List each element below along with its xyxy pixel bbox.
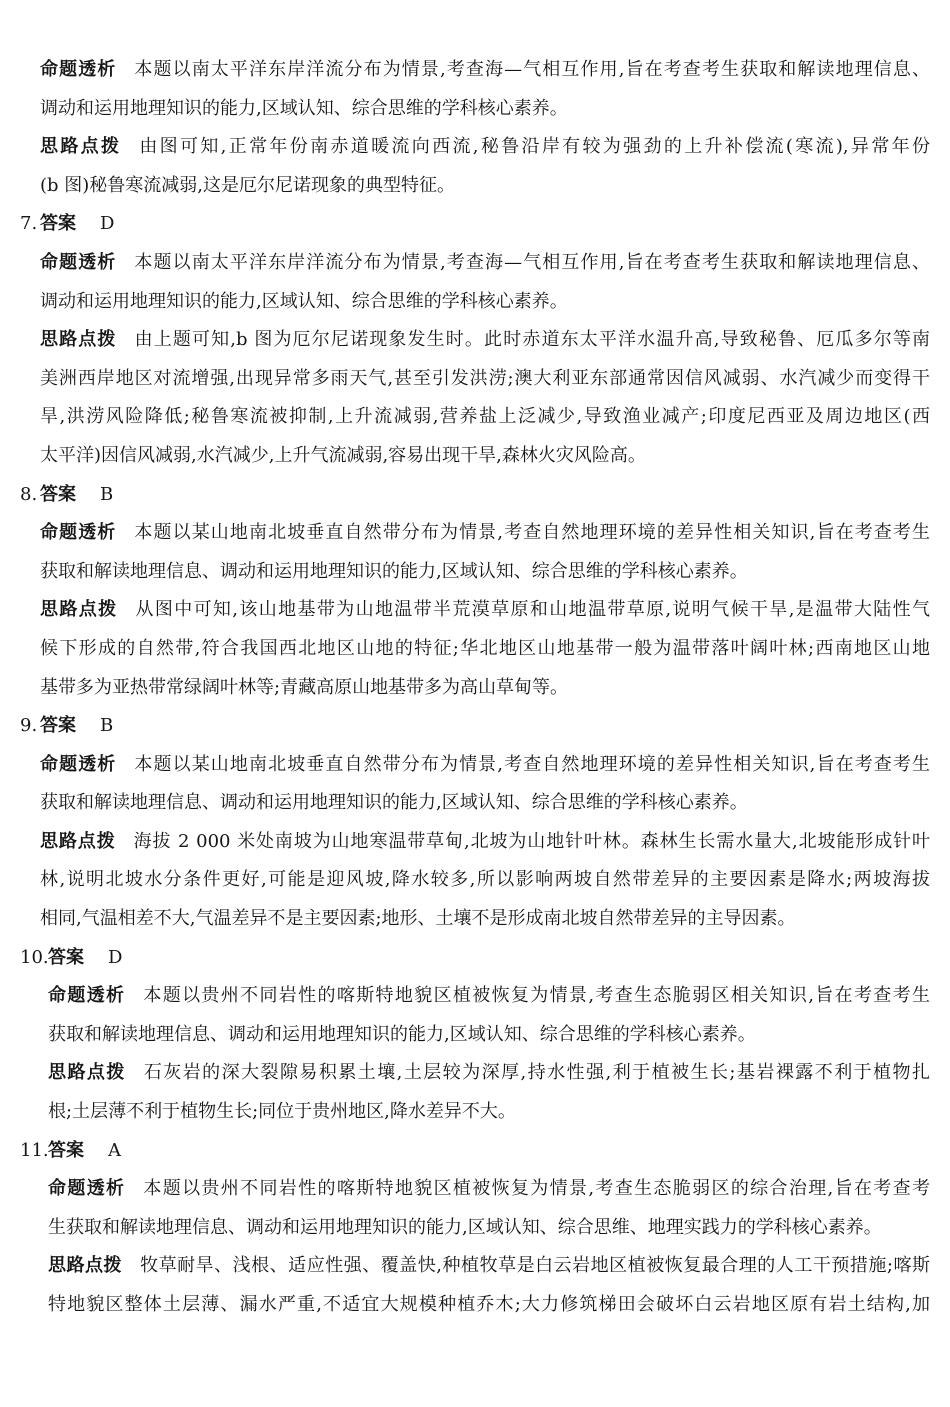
hint-text: 石灰岩的深大裂隙易积累土壤,土层较为深厚,持水性强,利于植被生长;基岩裸露不利于植物扎 [143, 1062, 930, 1084]
analysis-label: 命题透析 [48, 1178, 126, 1200]
analysis-label: 命题透析 [40, 59, 117, 80]
hint-label: 思路点拨 [40, 830, 116, 852]
analysis-paragraph [40, 514, 930, 591]
hint-paragraph [48, 1054, 930, 1131]
answer-item-7 [20, 205, 930, 475]
hint-label: 思路点拨 [48, 1062, 126, 1084]
answer-label: 答案 [48, 1139, 84, 1161]
analysis-text: 本题以南太平洋东岸洋流分布为情景,考查海—气相互作用,旨在考查考生获取和解读地理信息、 [134, 251, 930, 273]
analysis-line [48, 977, 930, 1016]
answer-value: A [108, 1139, 121, 1161]
hint-line: 旱,洪涝风险降低;秘鲁寒流被抑制,上升流减弱,营养盐上泛减少,导致渔业减产;印度尼西亚及周边地区(西 [40, 406, 930, 428]
analysis-line [40, 746, 930, 785]
answer-item-11 [20, 1132, 930, 1325]
hint-line [40, 591, 930, 630]
analysis-paragraph [48, 1170, 930, 1247]
analysis-paragraph [40, 244, 930, 321]
analysis-line: 获取和解读地理信息、调动和运用地理知识的能力,区域认知、综合思维的学科核心素养。 [40, 560, 748, 582]
hint-label: 思路点拨 [40, 136, 122, 158]
analysis-paragraph [40, 51, 930, 128]
question-number: 10. [20, 946, 49, 968]
answer-item-10 [20, 939, 930, 1132]
answer-label: 答案 [48, 946, 84, 968]
analysis-label: 命题透析 [40, 251, 117, 273]
analysis-label: 命题透析 [48, 985, 126, 1007]
answer-item-6-continuation [20, 51, 930, 205]
hint-paragraph [40, 321, 930, 475]
hint-line [40, 321, 930, 360]
analysis-line: 调动和运用地理知识的能力,区域认知、综合思维的学科核心素养。 [40, 290, 568, 312]
question-number: 7. [20, 213, 38, 235]
question-number: 9. [20, 715, 38, 737]
answer-label: 答案 [40, 715, 76, 737]
hint-label: 思路点拨 [40, 599, 118, 621]
answer-header [20, 939, 930, 978]
hint-line: 特地貌区整体土层薄、漏水严重,不适宜大规模种植乔木;大力修筑梯田会破坏白云岩地区原有岩土结构,加 [48, 1294, 930, 1315]
answer-value: D [100, 213, 115, 235]
hint-line: 相同,气温相差不大,气温差异不是主要因素;地形、土壤不是形成南北坡自然带差异的主导因素。 [40, 908, 796, 930]
hint-line: 林,说明北坡水分条件更好,可能是迎风坡,降水较多,所以影响两坡自然带差异的主要因素是降水;两坡海拔 [40, 869, 930, 891]
question-number: 11. [20, 1139, 49, 1161]
answer-item-8 [20, 476, 930, 708]
analysis-line: 生获取和解读地理信息、调动和运用地理知识的能力,区域认知、综合思维、地理实践力的学科核心素养。 [48, 1216, 882, 1238]
analysis-text: 本题以某山地南北坡垂直自然带分布为情景,考查自然地理环境的差异性相关知识,旨在考查考生 [134, 522, 930, 544]
hint-text: 由图可知,正常年份南赤道暖流向西流,秘鲁沿岸有较为强劲的上升补偿流(寒流),异常年份 [139, 136, 930, 158]
analysis-paragraph [48, 977, 930, 1054]
hint-text: 由上题可知,b 图为厄尔尼诺现象发生时。此时赤道东太平洋水温升高,导致秘鲁、厄瓜多尔等南 [134, 329, 930, 351]
analysis-line: 获取和解读地理信息、调动和运用地理知识的能力,区域认知、综合思维的学科核心素养。 [48, 1023, 756, 1045]
answer-header [20, 205, 930, 244]
answer-value: B [100, 715, 114, 737]
analysis-line [48, 1170, 930, 1209]
hint-text: 牧草耐旱、浅根、适应性强、覆盖快,种植牧草是白云岩地区植被恢复最合理的人工干预措施;喀斯 [140, 1255, 930, 1277]
analysis-line: 获取和解读地理信息、调动和运用地理知识的能力,区域认知、综合思维的学科核心素养。 [40, 792, 748, 814]
analysis-label: 命题透析 [40, 753, 117, 775]
hint-paragraph [40, 823, 930, 939]
hint-line: 根;土层薄不利于植物生长;同位于贵州地区,降水差异不大。 [48, 1101, 516, 1123]
analysis-line [40, 244, 930, 283]
answer-value: D [108, 946, 123, 968]
hint-line: 候下形成的自然带,符合我国西北地区山地的特征;华北地区山地基带一般为温带落叶阔叶林;西南地区山地 [40, 637, 930, 659]
hint-paragraph [40, 591, 930, 707]
hint-line [40, 128, 930, 167]
hint-line [48, 1247, 930, 1286]
hint-line: 美洲西岸地区对流增强,出现异常多雨天气,甚至引发洪涝;澳大利亚东部通常因信风减弱、水汽减少而变得干 [40, 367, 930, 389]
hint-line: (b 图)秘鲁寒流减弱,这是厄尔尼诺现象的典型特征。 [40, 174, 456, 196]
analysis-line [40, 514, 930, 553]
question-number: 8. [20, 483, 38, 505]
hint-line: 太平洋)因信风减弱,水汽减少,上升气流减弱,容易出现干旱,森林火灾风险高。 [40, 444, 646, 466]
hint-label: 思路点拨 [48, 1255, 123, 1277]
hint-line [40, 823, 930, 862]
answer-header [20, 707, 930, 746]
analysis-text: 本题以南太平洋东岸洋流分布为情景,考查海—气相互作用,旨在考查考生获取和解读地理信息、 [134, 59, 930, 80]
answer-header [20, 476, 930, 515]
analysis-text: 本题以贵州不同岩性的喀斯特地貌区植被恢复为情景,考查生态脆弱区相关知识,旨在考查考生 [143, 985, 930, 1007]
analysis-line [40, 51, 930, 90]
analysis-label: 命题透析 [40, 522, 117, 544]
hint-line: 基带多为亚热带常绿阔叶林等;青藏高原山地基带多为高山草甸等。 [40, 676, 569, 698]
hint-text: 海拔 2 000 米处南坡为山地寒温带草甸,北坡为山地针叶林。森林生长需水量大,北坡能形成针叶 [133, 830, 931, 852]
hint-paragraph [40, 128, 930, 205]
analysis-text: 本题以某山地南北坡垂直自然带分布为情景,考查自然地理环境的差异性相关知识,旨在考查考生 [134, 753, 930, 775]
analysis-paragraph [40, 746, 930, 823]
answer-label: 答案 [40, 483, 76, 505]
answer-header [20, 1132, 930, 1171]
hint-paragraph [48, 1247, 930, 1324]
hint-label: 思路点拨 [40, 329, 117, 351]
answer-item-9 [20, 707, 930, 939]
answer-label: 答案 [40, 213, 76, 235]
analysis-line: 调动和运用地理知识的能力,区域认知、综合思维的学科核心素养。 [40, 97, 568, 119]
hint-text: 从图中可知,该山地基带为山地温带半荒漠草原和山地温带草原,说明气候干旱,是温带大陆性气 [135, 599, 930, 621]
hint-line [48, 1054, 930, 1093]
analysis-text: 本题以贵州不同岩性的喀斯特地貌区植被恢复为情景,考查生态脆弱区的综合治理,旨在考查考 [143, 1178, 930, 1200]
answer-value: B [100, 483, 114, 505]
